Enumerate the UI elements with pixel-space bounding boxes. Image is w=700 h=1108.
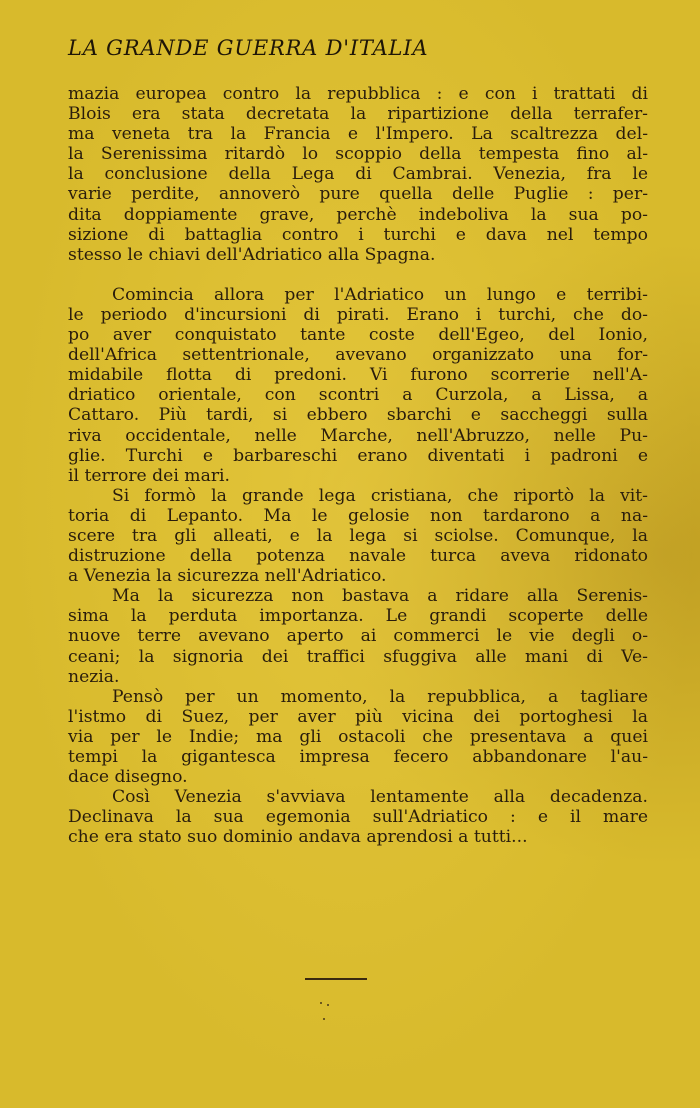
text-line: sizione di battaglia contro i turchi e dava nel tempo bbox=[68, 224, 648, 245]
text-line: sima la perduta importanza. Le grandi scoperte delle bbox=[68, 606, 648, 627]
text-line: Pensò per un momento, la repubblica, a tagliare bbox=[112, 686, 648, 707]
paragraph-gap bbox=[68, 265, 648, 285]
text-line: scere tra gli alleati, e la lega si sciolse. Comunque, la bbox=[68, 525, 648, 546]
text-line: a Venezia la sicurezza nell'Adriatico. bbox=[68, 566, 387, 587]
text-line: nezia. bbox=[68, 666, 120, 687]
text-line: riva occidentale, nelle Marche, nell'Abruzzo, nelle Pu- bbox=[68, 425, 648, 446]
text-line: Ma la sicurezza non bastava a ridare alla Serenis- bbox=[112, 586, 648, 607]
text-line: driatico orientale, con scontri a Curzola, a Lissa, a bbox=[68, 385, 648, 406]
body-text bbox=[68, 84, 648, 847]
text-line: Comincia allora per l'Adriatico un lungo e terribi- bbox=[112, 284, 648, 305]
end-rule bbox=[305, 978, 367, 980]
text-line: ceani; la signoria dei traffici sfuggiva alle mani di Ve- bbox=[68, 646, 648, 667]
text-line: che era stato suo dominio andava aprendosi a tutti... bbox=[68, 827, 528, 848]
text-line: Così Venezia s'avviava lentamente alla decadenza. bbox=[112, 787, 648, 808]
text-line: glie. Turchi e barbareschi erano diventati i padroni e bbox=[68, 445, 648, 466]
running-head: LA GRANDE GUERRA D'ITALIA bbox=[68, 36, 429, 60]
text-line: varie perdite, annoverò pure quella delle Puglie : per- bbox=[68, 184, 648, 205]
text-line: dita doppiamente grave, perchè indeboliva la sua po- bbox=[68, 204, 648, 225]
paragraph bbox=[68, 586, 648, 686]
text-line: le periodo d'incursioni di pirati. Erano i turchi, che do- bbox=[68, 304, 648, 325]
text-line: dace disegno. bbox=[68, 767, 188, 788]
text-line: distruzione della potenza navale turca aveva ridonato bbox=[68, 546, 648, 567]
paragraph bbox=[68, 787, 648, 847]
text-line: nuove terre avevano aperto ai commerci le vie degli o- bbox=[68, 626, 648, 647]
text-line: Cattaro. Più tardi, si ebbero sbarchi e saccheggi sulla bbox=[68, 405, 648, 426]
text-line: Si formò la grande lega cristiana, che riportò la vit- bbox=[112, 485, 648, 506]
text-line: po aver conquistato tante coste dell'Egeo, del Ionio, bbox=[68, 325, 648, 346]
text-line: tempi la gigantesca impresa fecero abbandonare l'au- bbox=[68, 747, 648, 767]
paragraph bbox=[68, 486, 648, 586]
text-line: midabile flotta di predoni. Vi furono scorrerie nell'A- bbox=[68, 365, 648, 386]
text-line: mazia europea contro la repubblica : e con i trattati di bbox=[68, 84, 648, 104]
text-line: Blois era stata decretata la ripartizione della terrafer- bbox=[68, 104, 648, 125]
text-line: stesso le chiavi dell'Adriatico alla Spagna. bbox=[68, 244, 436, 265]
paragraph bbox=[68, 84, 648, 265]
page-specks bbox=[318, 996, 332, 1026]
text-line: la conclusione della Lega di Cambrai. Venezia, fra le bbox=[68, 164, 648, 185]
text-line: l'istmo di Suez, per aver più vicina dei portoghesi la bbox=[68, 706, 648, 727]
paragraph bbox=[68, 285, 648, 486]
text-line: il terrore dei mari. bbox=[68, 465, 231, 486]
text-line: via per le Indie; ma gli ostacoli che presentava a quei bbox=[68, 726, 648, 747]
text-line: ma veneta tra la Francia e l'Impero. La scaltrezza del- bbox=[68, 124, 648, 145]
text-line: Declinava la sua egemonia sull'Adriatico : e il mare bbox=[68, 807, 648, 828]
text-line: dell'Africa settentrionale, avevano organizzato una for- bbox=[68, 345, 648, 366]
text-line: toria di Lepanto. Ma le gelosie non tardarono a na- bbox=[68, 505, 648, 526]
text-line: la Serenissima ritardò lo scoppio della tempesta fino al- bbox=[68, 144, 648, 165]
paragraph bbox=[68, 687, 648, 787]
